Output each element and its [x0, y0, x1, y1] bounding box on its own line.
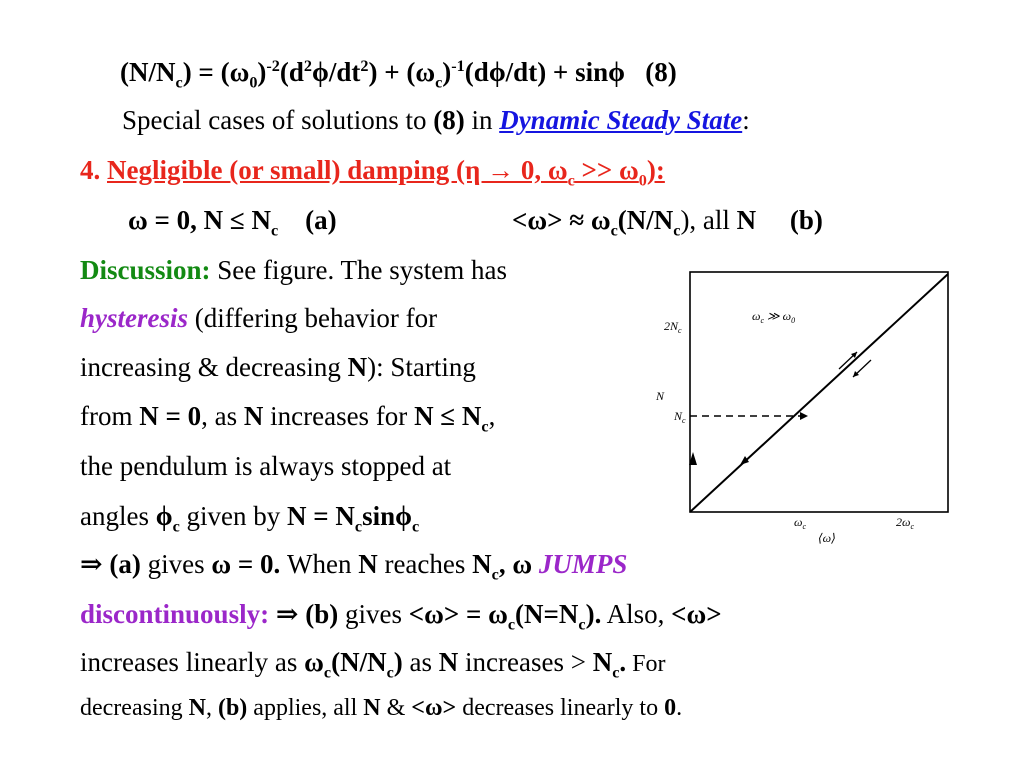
- y-tick-Nc: $N_c$: [674, 409, 686, 425]
- text-line-10: angles $\phi_c$ given by $N = N_c\sin\phi_c$: [80, 501, 420, 536]
- equation-8: $(N/N_c) = (\omega_0)^{-2}(d^2\phi/dt^2) + (\omega_c)^{-1}(d\phi/dt) + \sin\phi$ (8): [120, 57, 677, 92]
- y-tick-2Nc: $2N_c$: [664, 319, 682, 335]
- solution-b: $<\omega> \approx \omega_c(N/N_c)$, all N (b): [512, 205, 823, 240]
- text-line-8: from N = 0, as N increases for $N \le N_c$,: [80, 401, 496, 436]
- x-axis-label: ⟨ω⟩: [818, 531, 836, 545]
- x-tick-wc: $\omega_c$: [794, 515, 807, 531]
- special-cases-line: Special cases of solutions to (8) in Dynamic Steady State:: [122, 105, 750, 135]
- jump-arrow-icon: [800, 412, 808, 420]
- text-line-7: increasing & decreasing N): Starting: [80, 352, 476, 382]
- dynamic-steady-state-link[interactable]: Dynamic Steady State: [499, 105, 743, 135]
- hysteresis-line: hysteresis (differing behavior for: [80, 303, 438, 333]
- linear-branch: [690, 274, 948, 512]
- solutions-line: ω = 0, $N \le N_c$ (a): [128, 205, 337, 240]
- wc-gg-w0-annotation: $\omega_c$ ≫ $\omega_0$: [752, 309, 796, 325]
- text-line-12: discontinuously: ⇒ (b) gives $<\omega> = \omega_c(N=N_c)$. Also, <ω>: [80, 599, 722, 634]
- text-line-11: ⇒ (a) gives ω = 0. When N reaches $N_c$, ω JUMPS: [80, 549, 628, 584]
- case-4-heading: 4. Negligible (or small) damping (η → 0, $\omega_c >> \omega_0$):: [80, 155, 665, 190]
- hysteresis-figure: [648, 262, 968, 552]
- x-tick-2wc: $2\omega_c$: [896, 515, 915, 531]
- text-line-13: increases linearly as $\omega_c(N/N_c)$ as N increases > $N_c$. For: [80, 647, 666, 682]
- y-axis-label: N: [656, 389, 665, 403]
- discussion-line: Discussion: See figure. The system has: [80, 255, 507, 285]
- text-line-14: decreasing N, (b) applies, all N & <ω> decreases linearly to 0.: [80, 695, 683, 721]
- text-line-9: the pendulum is always stopped at: [80, 451, 452, 481]
- decreasing-arrow-icon: [740, 456, 749, 465]
